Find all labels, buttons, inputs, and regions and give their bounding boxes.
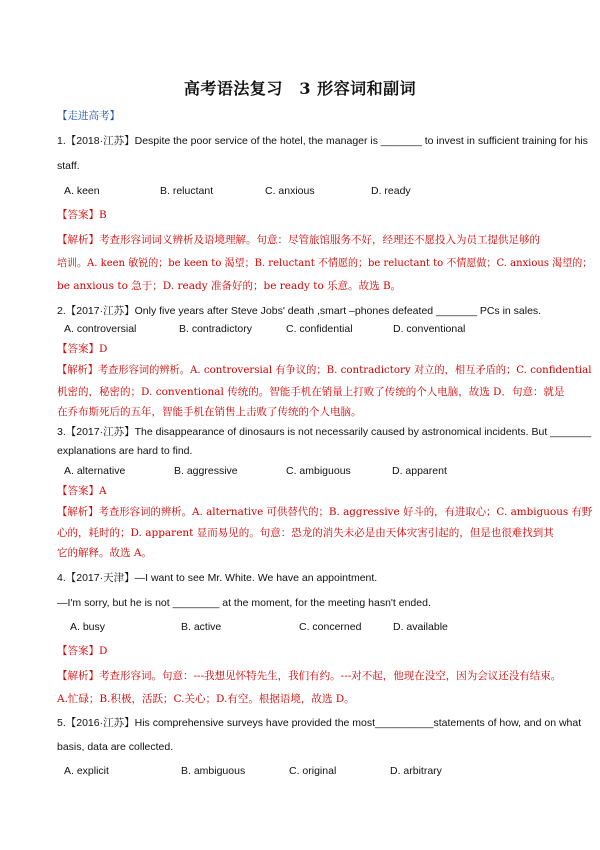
q2-option-b: B. contradictory bbox=[179, 323, 252, 335]
q4-option-b: B. active bbox=[181, 621, 222, 633]
q4-stem-line-2: —I'm sorry, but he is not ________ at the moment, for the meeting hasn't ended. bbox=[57, 597, 431, 609]
q3-stem-line-1: 3.【2017·江苏】The disappearance of dinosaurs is not necessarily caused by astronomical incidents. But _______ bbox=[57, 426, 592, 438]
q3-explanation-line-1: 【解析】考查形容词的辨析。A. alternative 可供替代的；B. aggressive 好斗的，有进取心；C. ambiguous 有野 bbox=[57, 506, 593, 518]
q4-option-d: D. available bbox=[393, 621, 448, 633]
q4-answer: 【答案】D bbox=[57, 645, 108, 657]
q3-explanation-line-2: 心的，耗时的；D. apparent 显而易见的。句意：恐龙的消失未必是由天体灾害引起的，但是也很难找到其 bbox=[57, 527, 554, 539]
q3-stem-line-2: explanations are hard to find. bbox=[57, 445, 193, 457]
q1-explanation-line-3: be anxious to 急于；D. ready 准备好的；be ready to 乐意。故选 B。 bbox=[57, 280, 402, 292]
q2-explanation-line-2: 机密的，秘密的；D. conventional 传统的。智能手机在销量上打败了传统的个人电脑，故选 D．句意：就是 bbox=[57, 386, 565, 398]
q2-option-c: C. confidential bbox=[286, 323, 353, 335]
q1-option-a: A. keen bbox=[64, 185, 100, 197]
q2-option-d: D. conventional bbox=[393, 323, 466, 335]
q4-option-c: C. concerned bbox=[299, 621, 362, 633]
q1-option-b: B. reluctant bbox=[160, 185, 214, 197]
q3-option-d: D. apparent bbox=[392, 465, 447, 477]
q5-option-c: C. original bbox=[289, 765, 337, 777]
q5-option-d: D. arbitrary bbox=[390, 765, 442, 777]
q1-stem-line-2: staff. bbox=[57, 160, 80, 172]
q3-explanation-line-3: 它的解释。故选 A。 bbox=[57, 547, 152, 559]
q1-option-c: C. anxious bbox=[265, 185, 315, 197]
q2-option-a: A. controversial bbox=[64, 323, 137, 335]
q2-stem-line-1: 2.【2017·江苏】Only five years after Steve Jobs' death ,smart –phones defeated _______ PCs in sales. bbox=[57, 305, 542, 317]
q2-explanation-line-1: 【解析】考查形容词的辨析。A. controversial 有争议的；B. contradictory 对立的，相互矛盾的；C. confidential bbox=[57, 364, 592, 376]
q2-explanation-line-3: 在乔布斯死后的五年，智能手机在销售上击败了传统的个人电脑。 bbox=[57, 406, 362, 418]
q3-answer: 【答案】A bbox=[57, 485, 107, 497]
q3-option-a: A. alternative bbox=[64, 465, 126, 477]
q5-option-a: A. explicit bbox=[64, 765, 109, 777]
q5-stem-line-1: 5.【2016·江苏】His comprehensive surveys have provided the most__________statements of how, and on what bbox=[57, 717, 582, 729]
page-title: 高考语法复习 3 形容词和副词 bbox=[183, 79, 417, 98]
q1-explanation-line-1: 【解析】考查形容词词义辨析及语境理解。句意：尽管旅馆服务不好，经理还不愿投入为员工提供足够的 bbox=[57, 234, 540, 246]
q1-explanation-line-2: 培训。A. keen 敏锐的；be keen to 渴望；B. reluctant 不情愿的；be reluctant to 不情愿做；C. anxious 渴望的； bbox=[57, 257, 593, 269]
q5-stem-line-2: basis, data are collected. bbox=[57, 741, 174, 753]
q5-option-b: B. ambiguous bbox=[181, 765, 246, 777]
q1-answer: 【答案】B bbox=[57, 209, 107, 221]
q4-stem-line-1: 4.【2017·天津】—I want to see Mr. White. We have an appointment. bbox=[57, 572, 378, 584]
q3-option-c: C. ambiguous bbox=[286, 465, 351, 477]
q1-option-d: D. ready bbox=[371, 185, 411, 197]
q4-explanation-line-1: 【解析】考查形容词。句意：---我想见怀特先生，我们有约。---对不起，他现在没空，因为会议还没有结束。 bbox=[57, 670, 562, 682]
section-heading: 【走进高考】 bbox=[57, 110, 120, 122]
q1-stem-line-1: 1.【2018·江苏】Despite the poor service of the hotel, the manager is _______ to invest in sufficient training for his bbox=[57, 135, 588, 147]
q4-option-a: A. busy bbox=[70, 621, 106, 633]
q3-option-b: B. aggressive bbox=[174, 465, 238, 477]
q2-answer: 【答案】D bbox=[57, 343, 108, 355]
q4-explanation-line-2: A.忙碌；B.积极，活跃；C.关心；D.有空。根据语境，故选 D。 bbox=[57, 693, 355, 705]
